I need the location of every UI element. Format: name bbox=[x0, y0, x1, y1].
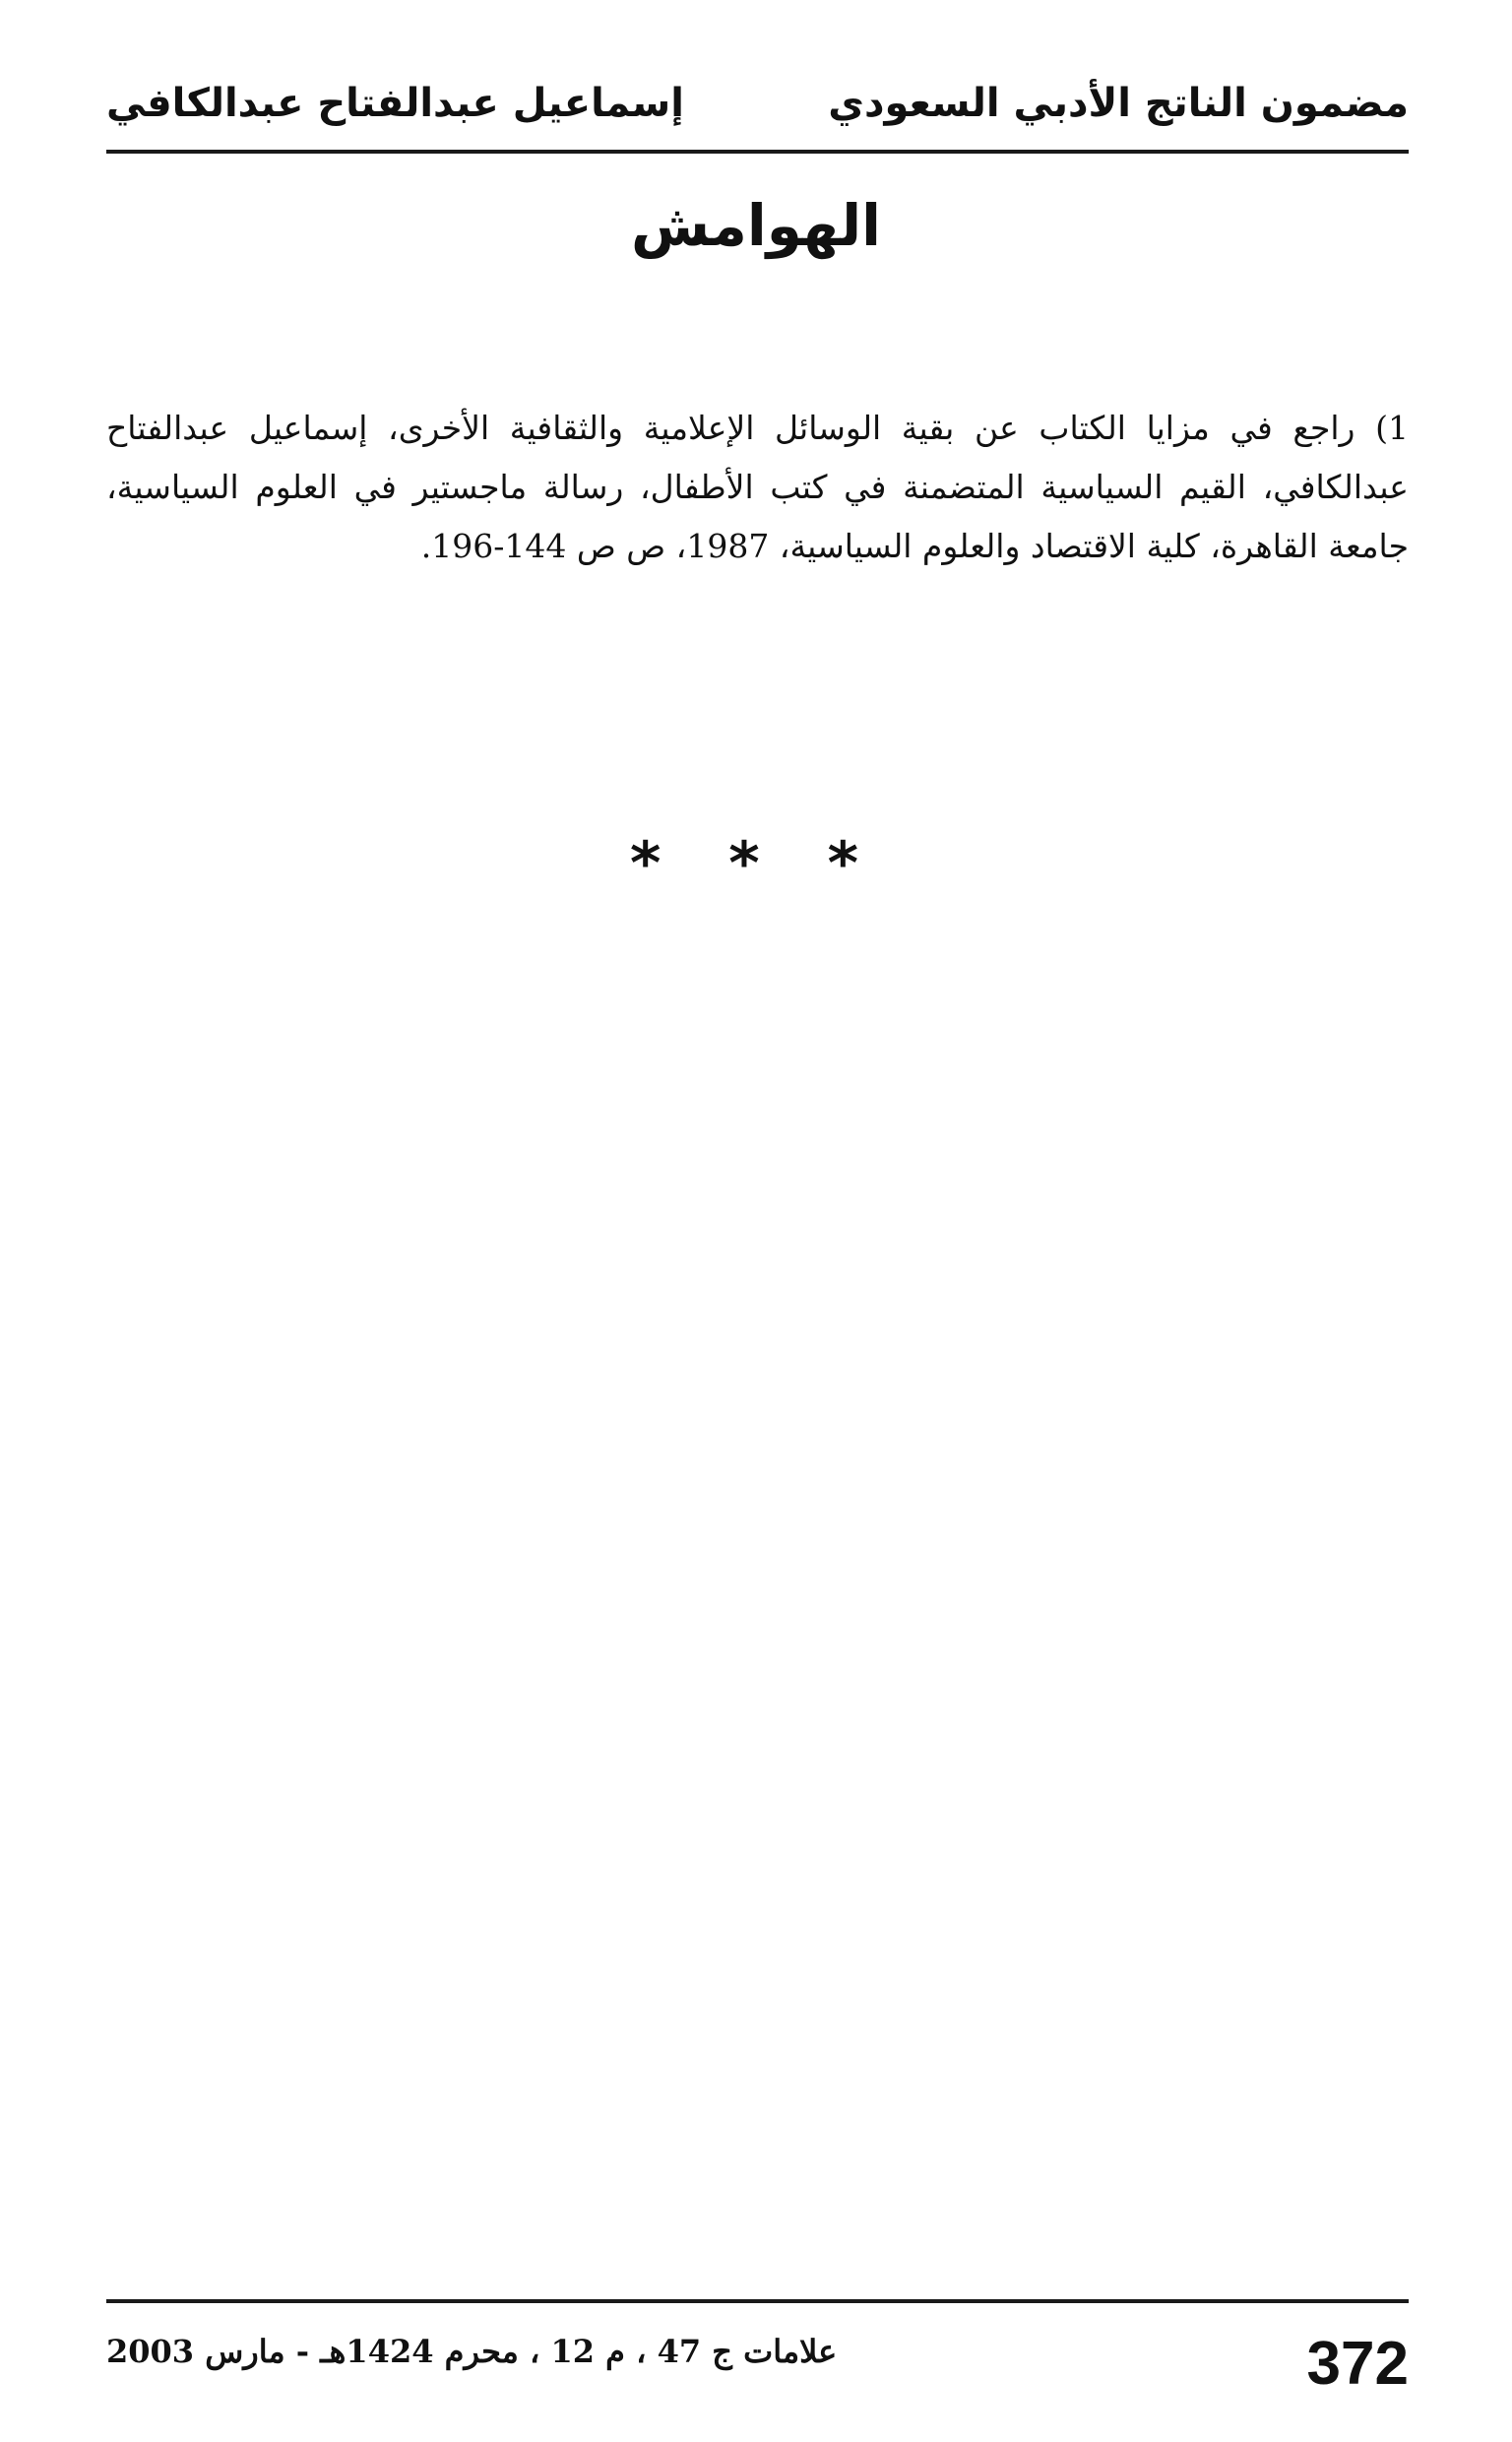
running-author: إسماعيل عبدالفتاح عبدالكافي bbox=[106, 81, 684, 126]
footnote-text: راجع في مزايا الكتاب عن بقية الوسائل الإعلامية والثقافية الأخرى، إسماعيل عبدالفتاح عبدالكافي، القيم السياسية المتضمنة في كتب الأطفال، رسالة ماجستير في العلوم السياسية، جامعة القاهرة، كلية الاقتصاد والعلوم السياسية، 1987، ص ص 144-196. bbox=[106, 409, 1409, 565]
footnote-number: 1) bbox=[1375, 409, 1409, 447]
running-title: مضمون الناتج الأدبي السعودي bbox=[828, 81, 1409, 126]
page-number: 372 bbox=[1306, 2330, 1409, 2398]
section-heading: الهوامش bbox=[630, 192, 882, 259]
running-header bbox=[106, 71, 1409, 154]
page-footer bbox=[106, 2299, 1409, 2421]
section-separator: * * * bbox=[630, 829, 882, 898]
footnote-item bbox=[106, 399, 1409, 576]
footnotes-list bbox=[106, 399, 1409, 576]
journal-issue-info: علامات ج 47 ، م 12 ، محرم 1424هـ - مارس 2003 bbox=[106, 2333, 838, 2370]
